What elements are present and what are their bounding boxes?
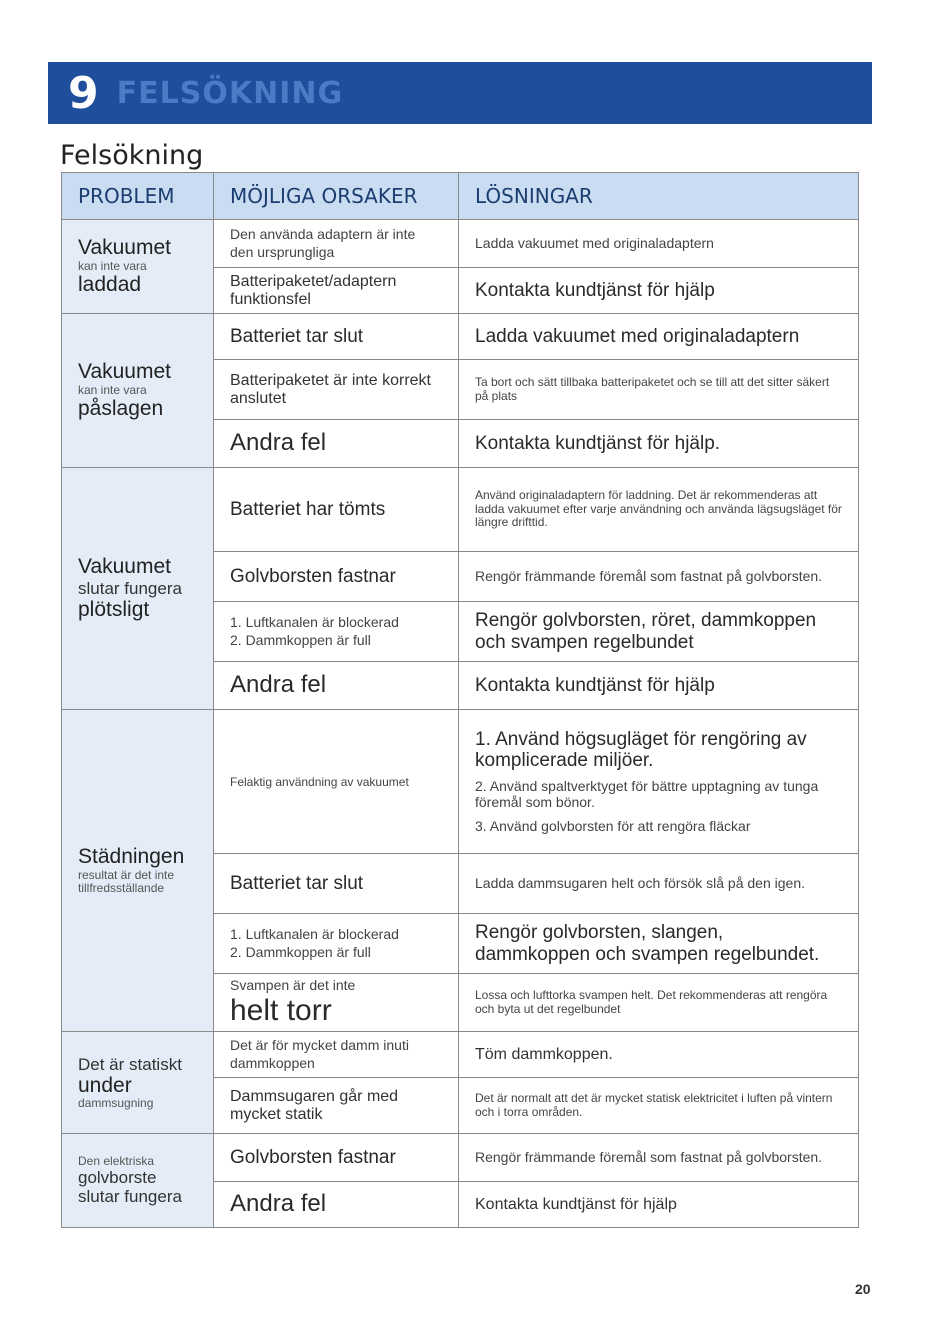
problem-text: resultat är det inte	[78, 867, 175, 882]
problem-cell	[62, 1134, 214, 1228]
problem-text: Det är statiskt	[78, 1054, 182, 1074]
cause-text: Andra fel	[230, 1190, 327, 1218]
solution-text: 1. Använd högsugläget för rengöring av komplicerade miljöer.	[475, 728, 807, 771]
solution-cell	[459, 662, 859, 710]
problem-text: laddad	[78, 273, 142, 297]
solution-text: Rengör främmande föremål som fastnat på golvborsten.	[475, 1148, 823, 1165]
problem-cell	[62, 468, 214, 710]
table-row	[62, 314, 859, 360]
chapter-banner	[48, 62, 872, 124]
cause-cell	[214, 1182, 459, 1228]
cause-text: Andra fel	[230, 429, 327, 457]
solution-cell	[459, 710, 859, 854]
problem-text: under	[78, 1073, 132, 1097]
cause-cell	[214, 974, 459, 1032]
cause-text: Golvborsten fastnar	[230, 1146, 396, 1168]
cause-text: helt torr	[230, 993, 332, 1027]
solution-text: Kontakta kundtjänst för hjälp.	[475, 432, 721, 454]
table-row	[62, 710, 859, 854]
page-number: 20	[855, 1281, 871, 1297]
cause-text: Dammsugaren går med mycket statik	[230, 1087, 399, 1123]
solution-text: Ladda vakuumet med originaladaptern	[475, 325, 800, 347]
cause-text: Svampen är det inte	[230, 976, 356, 993]
cause-cell	[214, 360, 459, 420]
solution-text: Rengör främmande föremål som fastnat på golvborsten.	[475, 567, 823, 584]
problem-text: kan inte vara	[78, 258, 147, 273]
solution-cell	[459, 1134, 859, 1182]
problem-cell	[62, 220, 214, 314]
cause-text: Golvborsten fastnar	[230, 565, 396, 587]
solution-cell	[459, 1032, 859, 1078]
solution-text: Det är normalt att det är mycket statisk elektricitet i luften på vintern och i torra områden.	[475, 1091, 833, 1119]
cause-text: Batteripaketet/adaptern funktionsfel	[230, 272, 397, 308]
cause-cell	[214, 268, 459, 314]
solution-text: Rengör golvborsten, slangen, dammkoppen och svampen regelbundet.	[475, 922, 820, 965]
problem-text: Den elektriska	[78, 1153, 155, 1168]
chapter-title: FELSÖKNING	[116, 75, 344, 111]
cause-cell	[214, 602, 459, 662]
column-header-solutions: LÖSNINGAR	[459, 173, 859, 220]
problem-text: Vakuumet	[78, 360, 171, 384]
solution-text: Lossa och lufttorka svampen helt. Det rekommenderas att rengöra och byta ut det regelbundet	[475, 988, 828, 1016]
solution-cell	[459, 602, 859, 662]
cause-text: 1. Luftkanalen är blockerad 2. Dammkoppen är full	[230, 613, 399, 648]
cause-cell	[214, 220, 459, 268]
problem-cell	[62, 1032, 214, 1134]
column-header-problem: PROBLEM	[62, 173, 214, 220]
cause-text: Den använda adaptern är inte den ursprungliga	[230, 225, 416, 260]
cause-cell	[214, 420, 459, 468]
cause-cell	[214, 914, 459, 974]
table-row	[62, 1134, 859, 1182]
cause-cell	[214, 1134, 459, 1182]
table-row	[62, 220, 859, 268]
solution-cell	[459, 914, 859, 974]
problem-text: plötsligt	[78, 598, 150, 622]
table-header-row	[62, 173, 859, 220]
solution-text: Töm dammkoppen.	[475, 1045, 613, 1063]
cause-text: Batteriet tar slut	[230, 325, 364, 347]
cause-cell	[214, 552, 459, 602]
troubleshooting-table	[61, 172, 859, 1228]
solution-text: 2. Använd spaltverktyget för bättre upptagning av tunga föremål som bönor.	[475, 778, 819, 810]
solution-cell	[459, 1078, 859, 1134]
solution-cell	[459, 974, 859, 1032]
table-body	[62, 220, 859, 1228]
cause-text: Batteripaketet är inte korrekt anslutet	[230, 371, 431, 407]
solution-cell	[459, 268, 859, 314]
cause-text: Felaktig användning av vakuumet	[230, 774, 409, 789]
problem-text: golvborste	[78, 1168, 157, 1188]
problem-cell	[62, 314, 214, 468]
solution-cell	[459, 1182, 859, 1228]
cause-cell	[214, 314, 459, 360]
solution-text: Kontakta kundtjänst för hjälp	[475, 674, 715, 696]
solution-text: Rengör golvborsten, röret, dammkoppen och svampen regelbundet	[475, 610, 817, 653]
problem-cell	[62, 710, 214, 1032]
cause-text: Andra fel	[230, 671, 327, 699]
cause-cell	[214, 662, 459, 710]
problem-text: slutar fungera	[78, 1187, 182, 1207]
chapter-number: 9	[68, 67, 99, 119]
solution-cell	[459, 360, 859, 420]
cause-cell	[214, 854, 459, 914]
solution-cell	[459, 468, 859, 552]
solution-text: Kontakta kundtjänst för hjälp	[475, 279, 715, 301]
solution-text: Använd originaladaptern för laddning. Det är rekommenderas att ladda vakuumet efter varje användning och använda lägsugsläget för längre drifttid.	[475, 488, 842, 530]
problem-text: kan inte vara	[78, 382, 147, 397]
cause-cell	[214, 1032, 459, 1078]
problem-text: Städningen	[78, 845, 185, 869]
solution-text: Kontakta kundtjänst för hjälp	[475, 1195, 677, 1213]
solution-cell	[459, 314, 859, 360]
problem-text: dammsugning	[78, 1096, 154, 1111]
solution-text: 3. Använd golvborsten för att rengöra fläckar	[475, 817, 751, 834]
solution-cell	[459, 552, 859, 602]
cause-cell	[214, 1078, 459, 1134]
solution-cell	[459, 420, 859, 468]
problem-text: tillfredsställande	[78, 881, 165, 896]
section-title: Felsökning	[60, 140, 204, 171]
column-header-causes: MÖJLIGA ORSAKER	[214, 173, 459, 220]
solution-text: Ladda dammsugaren helt och försök slå på den igen.	[475, 874, 805, 891]
problem-text: slutar fungera	[78, 578, 182, 598]
cause-text: Batteriet har tömts	[230, 498, 386, 520]
cause-text: 1. Luftkanalen är blockerad 2. Dammkoppen är full	[230, 925, 399, 960]
solution-text: Ladda vakuumet med originaladaptern	[475, 234, 714, 251]
problem-text: Vakuumet	[78, 555, 171, 579]
problem-text: påslagen	[78, 397, 164, 421]
solution-cell	[459, 220, 859, 268]
cause-text: Det är för mycket damm inuti dammkoppen	[230, 1036, 409, 1071]
solution-text: Ta bort och sätt tillbaka batteripaketet och se till att det sitter säkert på plats	[475, 375, 830, 403]
cause-cell	[214, 468, 459, 552]
cause-text: Batteriet tar slut	[230, 872, 364, 894]
table-row	[62, 1032, 859, 1078]
cause-cell	[214, 710, 459, 854]
solution-cell	[459, 854, 859, 914]
table-row	[62, 468, 859, 552]
problem-text: Vakuumet	[78, 236, 171, 260]
